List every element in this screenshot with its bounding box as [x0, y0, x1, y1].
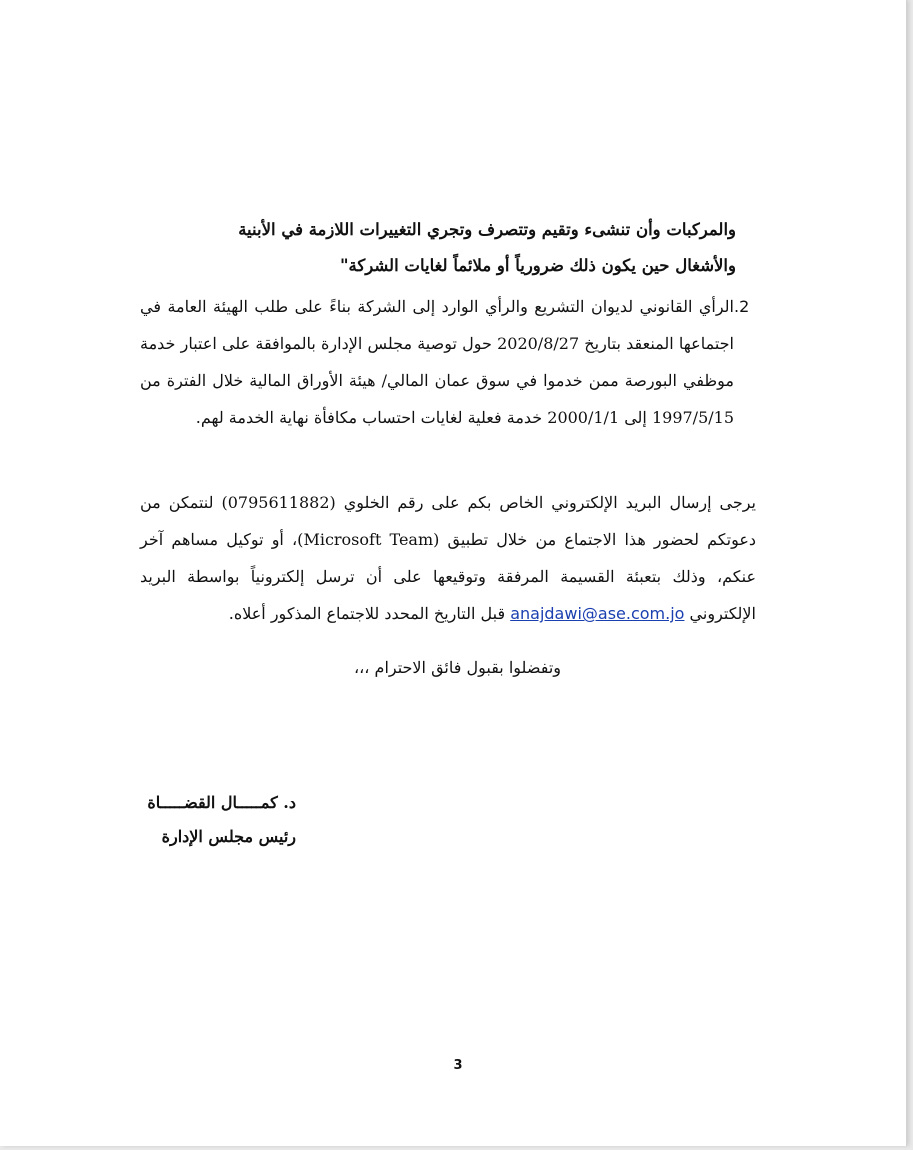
signature-block [96, 786, 296, 854]
invitation-text-end: قبل التاريخ المحدد للاجتماع المذكور أعلاه. [228, 604, 506, 623]
item-number: 2. [734, 297, 750, 316]
signatory-name: د. كمـــــال القضـــــاة [147, 793, 296, 812]
item-text: الرأي القانوني لديوان التشريع والرأي الوارد إلى الشركة بناءً على طلب الهيئة العامة في اجتماعها المنعقد بتاريخ 2020/8/27 حول توصية مجلس الإدارة بالموافقة على اعتبار خدمة موظفي البورصة ممن خدموا في سوق عمان المالي/ هيئة الأوراق المالية خلال الفترة من 1997/5/15 إلى 2000/1/1 خدمة فعلية لغايات احتساب مكافأة نهاية الخدمة لهم. [140, 297, 735, 427]
signatory-title: رئيس مجلس الإدارة [161, 827, 296, 846]
page-number: 3 [453, 1058, 463, 1073]
invitation-text: يرجى إرسال البريد الإلكتروني الخاص بكم على رقم الخلوي (0795611882) لنتمكن من دعوتكم لحضور هذا الاجتماع من خلال تطبيق (Microsoft Team)، أو توكيل مساهم آخر عنكم، وذلك بتعبئة القسيمة المرفقة وتوقيعها على أن ترسل إلكترونياً بواسطة البريد الإلكتروني [140, 493, 757, 623]
numbered-item-2 [140, 288, 756, 436]
closing-line: وتفضلوا بقبول فائق الاحترام ،،، [353, 658, 561, 677]
email-link[interactable]: anajdawi@ase.com.jo [510, 604, 685, 623]
bold-line-1: والمركبات وأن تنشىء وتقيم وتتصرف وتجري التغييرات اللازمة في الأبنية [238, 220, 736, 239]
bold-paragraph [136, 212, 736, 284]
invitation-paragraph [140, 484, 756, 632]
bold-line-2: والأشغال حين يكون ذلك ضرورياً أو ملائماً لغايات الشركة" [339, 256, 736, 275]
